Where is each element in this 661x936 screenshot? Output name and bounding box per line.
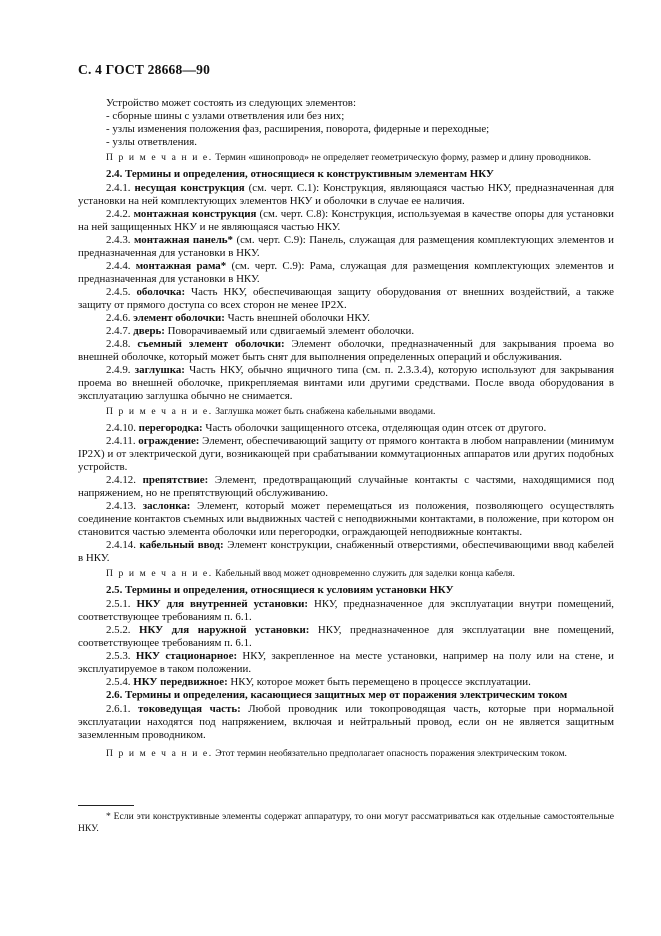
clause-term: НКУ для наружной установки: xyxy=(139,624,310,636)
clause-term: элемент оболочки: xyxy=(133,312,225,324)
clause-2-5-2 xyxy=(78,624,614,650)
clause-term: монтажная панель* xyxy=(133,234,234,246)
note-text: Заглушка может быть снабжена кабельными вводами. xyxy=(212,406,436,417)
clause-term: монтажная рама* xyxy=(135,260,227,272)
document-body xyxy=(78,97,614,764)
clause-text: (см. черт. С.1): Конструкция, являющаяся частью НКУ, предназначенная для установки на ней комплектующих элементов НКУ и оболочки в случае ее наличия. xyxy=(78,182,614,207)
note-label: П р и м е ч а н и е. xyxy=(106,406,213,417)
clause-2-5-3 xyxy=(78,650,614,676)
clause-number: 2.6.1. xyxy=(106,703,139,715)
clause-number: 2.4.13. xyxy=(106,500,143,512)
clause-2-4-2 xyxy=(78,208,614,234)
clause-number: 2.4.6. xyxy=(106,312,134,324)
clause-number: 2.5.1. xyxy=(106,598,137,610)
clause-term: токоведущая часть: xyxy=(138,703,241,715)
clause-term: кабельный ввод: xyxy=(139,539,224,551)
clause-text: НКУ, которое может быть перемещено в процессе эксплуатации. xyxy=(227,676,531,688)
clause-term: НКУ для внутренней установки: xyxy=(136,598,308,610)
clause-2-4-5 xyxy=(78,286,614,312)
list-item: - узлы ответвления. xyxy=(106,136,197,148)
list-item: - узлы изменения положения фаз, расширения, поворота, фидерные и переходные; xyxy=(106,123,490,135)
clause-term: съемный элемент оболочки: xyxy=(137,338,285,350)
clause-text: (см. черт. С.8): Конструкция, используемая в качестве опоры для установки на ней защищенных НКУ и не являющаяся частью НКУ. xyxy=(78,208,614,233)
clause-term: несущая конструкция xyxy=(134,182,245,194)
clause-2-4-1 xyxy=(78,182,614,208)
clause-number: 2.4.3. xyxy=(106,234,134,246)
clause-term: препятствие: xyxy=(142,474,209,486)
clause-number: 2.4.1. xyxy=(106,182,135,194)
section-title-2-4: 2.4. Термины и определения, относящиеся к конструктивным элементам НКУ xyxy=(106,168,494,180)
clause-text: (см. черт. С.9): Рама, служащая для размещения комплектующих элементов и предназначенная для установки в НКУ. xyxy=(78,260,614,285)
note-text: Термин «шинопровод» не определяет геометрическую форму, размер и длину проводников. xyxy=(212,152,591,163)
clause-2-4-7 xyxy=(78,325,614,338)
clause-number: 2.4.2. xyxy=(106,208,134,220)
clause-number: 2.4.14. xyxy=(106,539,140,551)
note-shinoprovod xyxy=(78,152,614,164)
note-label: П р и м е ч а н и е. xyxy=(106,152,213,163)
clause-text: (см. черт. С.9): Панель, служащая для размещения комплектующих элементов и предназначенная для установки в НКУ. xyxy=(78,234,614,259)
clause-number: 2.4.10. xyxy=(106,422,139,434)
clause-term: монтажная конструкция xyxy=(133,208,257,220)
clause-number: 2.4.4. xyxy=(106,260,136,272)
clause-2-5-4 xyxy=(78,676,614,689)
clause-text: НКУ, закрепленное на месте установки, например на полу или на стене, и эксплуатируемое в таком положении. xyxy=(78,650,614,675)
note-zaglushka xyxy=(78,406,614,418)
section-title-2-5: 2.5. Термины и определения, относящиеся к условиям установки НКУ xyxy=(106,584,454,596)
clause-2-4-12 xyxy=(78,474,614,500)
clause-2-4-6 xyxy=(78,312,614,325)
clause-text: Элемент, который может перемещаться из положения, позволяющего осуществлять соединение контактов съемных или выдвижных частей с неподвижными контактами, в положение, при котором он становится частью элемента оболочки или перегородки, ограждающей неподвижные контакты. xyxy=(78,500,615,538)
clause-term: оболочка: xyxy=(136,286,186,298)
clause-text: Часть НКУ, обычно ящичного типа (см. п. 2.3.3.4), которую используют для закрывания проема во внешней оболочке, прикрепляемая винтами или другими средствами. После ввода оборудования в эксплуатацию заглушка обычно не снимается. xyxy=(78,364,614,402)
clause-term: НКУ стационарное: xyxy=(135,650,238,662)
note-tokoveduschaya xyxy=(78,748,614,760)
clause-number: 2.4.11. xyxy=(106,435,139,447)
intro-lead: Устройство может состоять из следующих элементов: xyxy=(106,97,356,109)
clause-2-4-8 xyxy=(78,338,614,364)
clause-number: 2.4.8. xyxy=(106,338,138,350)
footnote-divider xyxy=(78,805,134,806)
clause-2-4-11 xyxy=(78,435,614,474)
clause-text: Часть внешней оболочки НКУ. xyxy=(224,312,371,324)
clause-term: ограждение: xyxy=(138,435,200,447)
clause-number: 2.5.2. xyxy=(106,624,140,636)
clause-2-6-1 xyxy=(78,703,614,742)
clause-text: Часть оболочки защищенного отсека, отделяющая один отсек от другого. xyxy=(202,422,547,434)
note-kabelny-vvod xyxy=(78,568,614,580)
clause-text: Часть НКУ, обеспечивающая защиту оборудования от внешних воздействий, а также защиту от прямого доступа со всех сторон не менее IP2X. xyxy=(78,286,614,311)
clause-number: 2.4.7. xyxy=(106,325,134,337)
clause-2-4-4 xyxy=(78,260,614,286)
clause-text: Элемент конструкции, снабженный отверстиями, обеспечивающими ввод кабелей в НКУ. xyxy=(78,539,614,564)
clause-number: 2.5.3. xyxy=(106,650,136,662)
clause-text: Поворачиваемый или сдвигаемый элемент оболочки. xyxy=(164,325,415,337)
clause-2-4-13 xyxy=(78,500,614,539)
list-item: - сборные шины с узлами ответвления или без них; xyxy=(106,110,345,122)
clause-2-5-1 xyxy=(78,598,614,624)
note-label: П р и м е ч а н и е. xyxy=(106,568,213,579)
clause-number: 2.4.9. xyxy=(106,364,135,376)
clause-text: Элемент, обеспечивающий защиту от прямого контакта в любом направлении (минимум IP2X) и от электрической дуги, возникающей при срабатывании коммутационных аппаратов или других подобных устройств. xyxy=(78,435,614,473)
note-text: Кабельный ввод может одновременно служить для заделки конца кабеля. xyxy=(212,568,515,579)
clause-text: Элемент, предотвращающий случайные контакты с частями, находящимися под напряжением, но не препятствующий обслуживанию. xyxy=(78,474,615,499)
clause-term: дверь: xyxy=(133,325,165,337)
clause-term: заглушка: xyxy=(134,364,185,376)
clause-number: 2.4.12. xyxy=(106,474,143,486)
clause-number: 2.5.4. xyxy=(106,676,134,688)
clause-2-4-14 xyxy=(78,539,614,565)
clause-text: Элемент оболочки, предназначенный для закрывания проема во внешней оболочке, который может быть снят для выполнения определенных операций и обслуживания. xyxy=(78,338,614,363)
clause-term: заслонка: xyxy=(142,500,191,512)
clause-text: Любой проводник или токопроводящая часть, которые при нормальной эксплуатации находятся под напряжением, включая и нейтральный провод, если он не является защитным заземленным проводником. xyxy=(78,703,614,741)
clause-number: 2.4.5. xyxy=(106,286,137,298)
clause-text: НКУ, предназначенное для эксплуатации внутри помещений, соответствующее требованиям п. 6.1. xyxy=(78,598,614,623)
clause-term: перегородка: xyxy=(138,422,203,434)
clause-2-4-10 xyxy=(78,422,614,435)
clause-term: НКУ передвижное: xyxy=(133,676,228,688)
footnote: * Если эти конструктивные элементы содержат аппаратуру, то они могут рассматриваться как отдельные самостоятельные НКУ. xyxy=(78,811,614,834)
clause-text: НКУ, предназначенное для эксплуатации вне помещений, соответствующее требованиям п. 6.1. xyxy=(78,624,614,649)
clause-2-4-9 xyxy=(78,364,614,403)
note-label: П р и м е ч а н и е. xyxy=(106,748,213,759)
section-title-2-6: 2.6. Термины и определения, касающиеся защитных мер от поражения электрическим током xyxy=(106,689,568,701)
clause-2-4-3 xyxy=(78,234,614,260)
page-header: С. 4 ГОСТ 28668—90 xyxy=(78,62,211,77)
note-text: Этот термин необязательно предполагает опасность поражения электрическим током. xyxy=(212,748,567,759)
intro-list xyxy=(78,110,614,149)
